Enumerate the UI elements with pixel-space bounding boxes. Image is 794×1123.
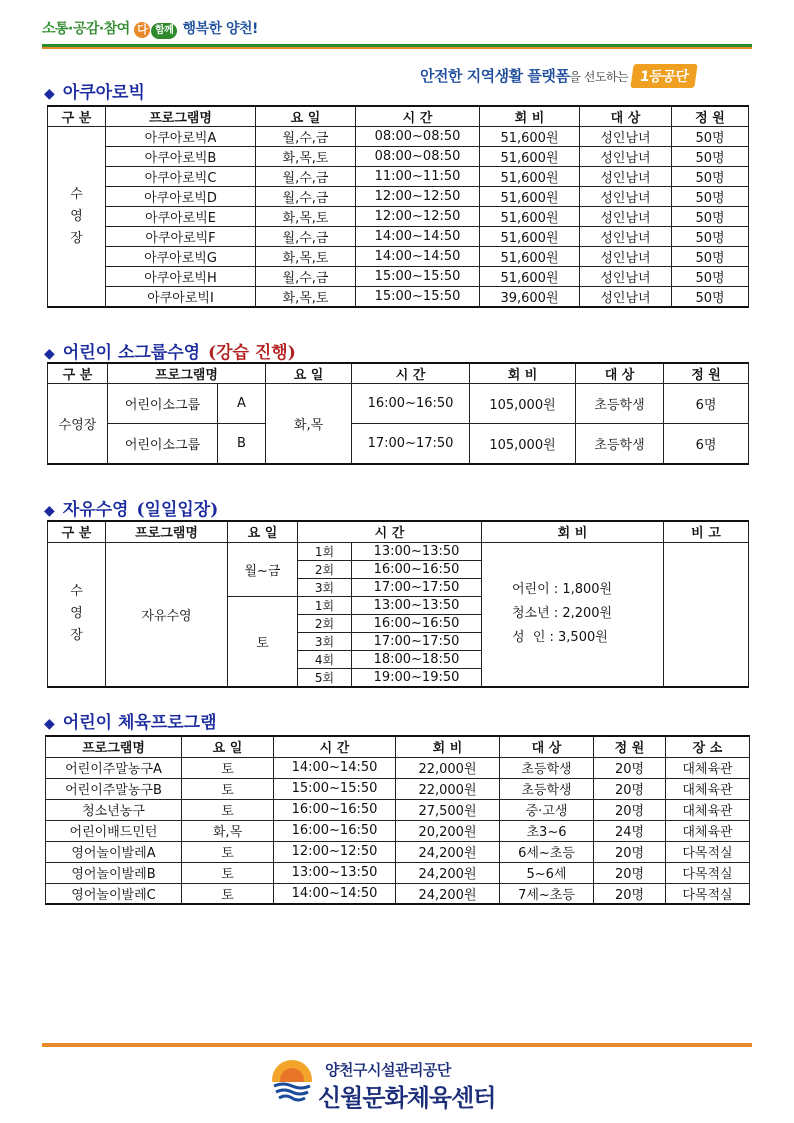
days-cell: 토: [182, 778, 274, 799]
time-cell: 12:00~12:50: [356, 187, 480, 207]
slogan-yangcheon: 양천!: [225, 21, 258, 37]
section-title-text: 아쿠아로빅: [62, 83, 145, 103]
days-cell: 월,수,금: [256, 267, 356, 287]
table-row: [46, 883, 750, 904]
program-cell: 아쿠아로빅G: [106, 247, 256, 267]
target-cell: 중·고생: [500, 799, 594, 820]
time-cell: 12:00~12:50: [356, 207, 480, 227]
days-cell: 월,수,금: [256, 167, 356, 187]
target-cell: 성인남녀: [580, 187, 672, 207]
note-cell: [664, 542, 749, 687]
table-header-row: [48, 521, 749, 542]
section-title-small-group: [44, 338, 296, 363]
time-cell: 15:00~15:50: [274, 778, 396, 799]
header-cell: 회 비: [470, 363, 576, 384]
header-cell: 프로그램명: [106, 106, 256, 127]
header-cell: 시 간: [352, 363, 470, 384]
time-cell: 19:00~19:50: [352, 668, 482, 687]
fee-cell: 51,600원: [480, 167, 580, 187]
table-row: [46, 841, 750, 862]
session-cell: 1회: [298, 596, 352, 614]
fee-cell: 51,600원: [480, 267, 580, 287]
table-row: [46, 862, 750, 883]
tagline: [420, 64, 696, 88]
section-title-free-swim: [44, 495, 218, 520]
session-cell: 2회: [298, 614, 352, 632]
header-cell: 구 분: [48, 106, 106, 127]
target-cell: 성인남녀: [580, 287, 672, 308]
capacity-cell: 50명: [672, 287, 749, 308]
time-cell: 18:00~18:50: [352, 650, 482, 668]
fee-cell: 105,000원: [470, 424, 576, 464]
footer-rule: [42, 1043, 752, 1047]
section-title-note: (일일입장): [136, 500, 219, 520]
fee-cell: 105,000원: [470, 384, 576, 424]
fee-cell: 51,600원: [480, 207, 580, 227]
category-char: 장: [70, 230, 83, 246]
category-char: 수: [70, 186, 83, 202]
location-cell: 대체육관: [666, 778, 750, 799]
fee-cell: 27,500원: [396, 799, 500, 820]
table-header-row: [48, 106, 749, 127]
header-cell: 회 비: [480, 106, 580, 127]
header-cell: 정 원: [664, 363, 749, 384]
table-row: [46, 778, 750, 799]
tagline-main: 안전한 지역생활 플랫폼: [420, 67, 570, 85]
target-cell: 7세~초등: [500, 883, 594, 904]
location-cell: 대체육관: [666, 757, 750, 778]
capacity-cell: 50명: [672, 127, 749, 147]
target-cell: 5~6세: [500, 862, 594, 883]
days-cell: 토: [228, 596, 298, 687]
header-cell: 대 상: [576, 363, 664, 384]
capacity-cell: 20명: [594, 757, 666, 778]
target-cell: 6세~초등: [500, 841, 594, 862]
diamond-icon: ◆: [44, 346, 55, 362]
header-cell: 회 비: [482, 521, 664, 542]
time-cell: 13:00~13:50: [352, 596, 482, 614]
category-char: 영: [70, 606, 83, 621]
program-cell: 어린이주말농구A: [46, 757, 182, 778]
target-cell: 초3~6: [500, 820, 594, 841]
header-cell: 대 상: [500, 736, 594, 757]
session-cell: 3회: [298, 578, 352, 596]
group-cell: B: [218, 424, 266, 464]
days-cell: 토: [182, 841, 274, 862]
capacity-cell: 50명: [672, 227, 749, 247]
time-cell: 17:00~17:50: [352, 632, 482, 650]
footer-center-name: 신월문화체육센터: [318, 1084, 496, 1112]
fee-cell: 51,600원: [480, 247, 580, 267]
location-cell: 대체육관: [666, 820, 750, 841]
section-title-kids-sports: [44, 708, 217, 733]
header-cell: 정 원: [672, 106, 749, 127]
table-header-row: [46, 736, 750, 757]
capacity-cell: 50명: [672, 207, 749, 227]
session-cell: 4회: [298, 650, 352, 668]
header-cell: 프로그램명: [108, 363, 266, 384]
table-row: [46, 757, 750, 778]
header-cell: 정 원: [594, 736, 666, 757]
days-cell: 화,목,토: [256, 147, 356, 167]
program-cell: 아쿠아로빅E: [106, 207, 256, 227]
small-group-table: [47, 362, 749, 465]
fee-line: 청소년 : 2,200원: [512, 606, 613, 621]
session-cell: 3회: [298, 632, 352, 650]
time-cell: 14:00~14:50: [356, 247, 480, 267]
capacity-cell: 20명: [594, 883, 666, 904]
category-cell: [48, 542, 106, 687]
category-char: 수: [70, 584, 83, 599]
target-cell: 성인남녀: [580, 147, 672, 167]
target-cell: 초등학생: [500, 757, 594, 778]
table-row: [48, 384, 749, 424]
target-cell: 성인남녀: [580, 207, 672, 227]
table-row: [48, 187, 749, 207]
fee-cell: 24,200원: [396, 883, 500, 904]
section-title-text: 어린이 소그룹수영: [62, 343, 201, 363]
table-header-row: [48, 363, 749, 384]
header-rule-orange: [42, 47, 752, 49]
free-swim-table: [47, 520, 749, 688]
capacity-cell: 50명: [672, 187, 749, 207]
slogan: [42, 18, 258, 39]
section-title-text: 어린이 체육프로그램: [62, 713, 217, 733]
capacity-cell: 6명: [664, 424, 749, 464]
capacity-cell: 50명: [672, 247, 749, 267]
target-cell: 초등학생: [576, 384, 664, 424]
fee-line: 성 인 : 3,500원: [512, 630, 608, 645]
header-cell: 회 비: [396, 736, 500, 757]
capacity-cell: 50명: [672, 147, 749, 167]
capacity-cell: 6명: [664, 384, 749, 424]
days-cell: 화,목: [182, 820, 274, 841]
program-cell: 영어놀이발레C: [46, 883, 182, 904]
program-cell: 어린이소그룹: [108, 424, 218, 464]
days-cell: 화,목,토: [256, 247, 356, 267]
category-cell: 수영장: [48, 384, 108, 464]
program-cell: 어린이주말농구B: [46, 778, 182, 799]
diamond-icon: ◆: [44, 503, 55, 519]
time-cell: 16:00~16:50: [274, 820, 396, 841]
slogan-dot-da: 다: [134, 22, 150, 38]
slogan-happy: 행복한: [182, 21, 222, 37]
session-cell: 2회: [298, 560, 352, 578]
capacity-cell: 20명: [594, 862, 666, 883]
location-cell: 다목적실: [666, 841, 750, 862]
section-title-text: 자유수영: [62, 500, 129, 520]
time-cell: 15:00~15:50: [356, 287, 480, 308]
days-cell: 화,목: [266, 384, 352, 464]
time-cell: 16:00~16:50: [352, 384, 470, 424]
program-cell: 영어놀이발레B: [46, 862, 182, 883]
slogan-dot-together: 함께: [151, 23, 177, 39]
days-cell: 월~금: [228, 542, 298, 596]
diamond-icon: ◆: [44, 86, 55, 102]
table-row: [48, 424, 749, 464]
header-cell: 프로그램명: [106, 521, 228, 542]
time-cell: 08:00~08:50: [356, 127, 480, 147]
location-cell: 다목적실: [666, 862, 750, 883]
table-row: [48, 127, 749, 147]
program-cell: 아쿠아로빅C: [106, 167, 256, 187]
target-cell: 성인남녀: [580, 267, 672, 287]
table-row: [48, 267, 749, 287]
program-cell: 자유수영: [106, 542, 228, 687]
program-cell: 어린이소그룹: [108, 384, 218, 424]
program-cell: 청소년농구: [46, 799, 182, 820]
header-cell: 요 일: [228, 521, 298, 542]
capacity-cell: 20명: [594, 799, 666, 820]
fee-cell: 51,600원: [480, 187, 580, 207]
days-cell: 월,수,금: [256, 227, 356, 247]
diamond-icon: ◆: [44, 716, 55, 732]
time-cell: 16:00~16:50: [274, 799, 396, 820]
section-title-note: (강습 진행): [208, 343, 296, 363]
table-row: [48, 227, 749, 247]
header-cell: 구 분: [48, 521, 106, 542]
target-cell: 성인남녀: [580, 127, 672, 147]
target-cell: 초등학생: [576, 424, 664, 464]
program-cell: 아쿠아로빅B: [106, 147, 256, 167]
program-cell: 어린이배드민턴: [46, 820, 182, 841]
days-cell: 토: [182, 799, 274, 820]
fee-cell: [482, 542, 664, 687]
days-cell: 토: [182, 862, 274, 883]
days-cell: 토: [182, 757, 274, 778]
category-char: 영: [70, 208, 83, 224]
header-cell: 시 간: [298, 521, 482, 542]
fee-cell: 51,600원: [480, 147, 580, 167]
fee-cell: 51,600원: [480, 127, 580, 147]
time-cell: 08:00~08:50: [356, 147, 480, 167]
days-cell: 월,수,금: [256, 127, 356, 147]
table-row: [48, 147, 749, 167]
table-row: [46, 799, 750, 820]
fee-cell: 22,000원: [396, 757, 500, 778]
header-cell: 요 일: [266, 363, 352, 384]
time-cell: 14:00~14:50: [274, 883, 396, 904]
capacity-cell: 50명: [672, 167, 749, 187]
time-cell: 14:00~14:50: [274, 757, 396, 778]
fee-cell: 51,600원: [480, 227, 580, 247]
section-title-aqua: [44, 78, 145, 103]
header-cell: 시 간: [356, 106, 480, 127]
group-cell: A: [218, 384, 266, 424]
aqua-table: [47, 105, 749, 308]
days-cell: 토: [182, 883, 274, 904]
header-cell: 대 상: [580, 106, 672, 127]
table-row: [48, 247, 749, 267]
fee-cell: 39,600원: [480, 287, 580, 308]
sun-wave-logo-icon: [270, 1058, 314, 1102]
session-cell: 1회: [298, 542, 352, 560]
program-cell: 아쿠아로빅D: [106, 187, 256, 207]
days-cell: 화,목,토: [256, 287, 356, 308]
target-cell: 초등학생: [500, 778, 594, 799]
fee-line: 어린이 : 1,800원: [512, 582, 613, 597]
table-row: [46, 820, 750, 841]
table-row: [48, 167, 749, 187]
capacity-cell: 20명: [594, 841, 666, 862]
location-cell: 다목적실: [666, 883, 750, 904]
time-cell: 17:00~17:50: [352, 424, 470, 464]
table-row: [48, 287, 749, 308]
header-cell: 장 소: [666, 736, 750, 757]
time-cell: 13:00~13:50: [352, 542, 482, 560]
capacity-cell: 24명: [594, 820, 666, 841]
header-cell: 비 고: [664, 521, 749, 542]
time-cell: 14:00~14:50: [356, 227, 480, 247]
program-cell: 아쿠아로빅A: [106, 127, 256, 147]
time-cell: 12:00~12:50: [274, 841, 396, 862]
footer-org-name: 양천구시설관리공단: [325, 1061, 451, 1079]
time-cell: 13:00~13:50: [274, 862, 396, 883]
table-row: [48, 542, 749, 560]
time-cell: 16:00~16:50: [352, 560, 482, 578]
header-cell: 프로그램명: [46, 736, 182, 757]
first-class-badge: 1등공단: [630, 64, 698, 88]
header-cell: 시 간: [274, 736, 396, 757]
time-cell: 17:00~17:50: [352, 578, 482, 596]
time-cell: 16:00~16:50: [352, 614, 482, 632]
capacity-cell: 50명: [672, 267, 749, 287]
category-char: 장: [70, 628, 83, 643]
fee-cell: 24,200원: [396, 841, 500, 862]
time-cell: 11:00~11:50: [356, 167, 480, 187]
program-cell: 아쿠아로빅F: [106, 227, 256, 247]
time-cell: 15:00~15:50: [356, 267, 480, 287]
days-cell: 화,목,토: [256, 207, 356, 227]
table-row: [48, 207, 749, 227]
header-cell: 구 분: [48, 363, 108, 384]
fee-cell: 22,000원: [396, 778, 500, 799]
program-cell: 영어놀이발레A: [46, 841, 182, 862]
fee-cell: 24,200원: [396, 862, 500, 883]
header-cell: 요 일: [182, 736, 274, 757]
days-cell: 월,수,금: [256, 187, 356, 207]
tagline-small: 을 선도하는: [569, 70, 629, 84]
header-cell: 요 일: [256, 106, 356, 127]
target-cell: 성인남녀: [580, 247, 672, 267]
session-cell: 5회: [298, 668, 352, 687]
capacity-cell: 20명: [594, 778, 666, 799]
target-cell: 성인남녀: [580, 167, 672, 187]
program-cell: 아쿠아로빅H: [106, 267, 256, 287]
category-cell: [48, 127, 106, 308]
location-cell: 대체육관: [666, 799, 750, 820]
slogan-text: 소통·공감·참여: [42, 21, 130, 37]
kids-sports-table: [45, 735, 750, 905]
program-cell: 아쿠아로빅I: [106, 287, 256, 308]
target-cell: 성인남녀: [580, 227, 672, 247]
fee-cell: 20,200원: [396, 820, 500, 841]
